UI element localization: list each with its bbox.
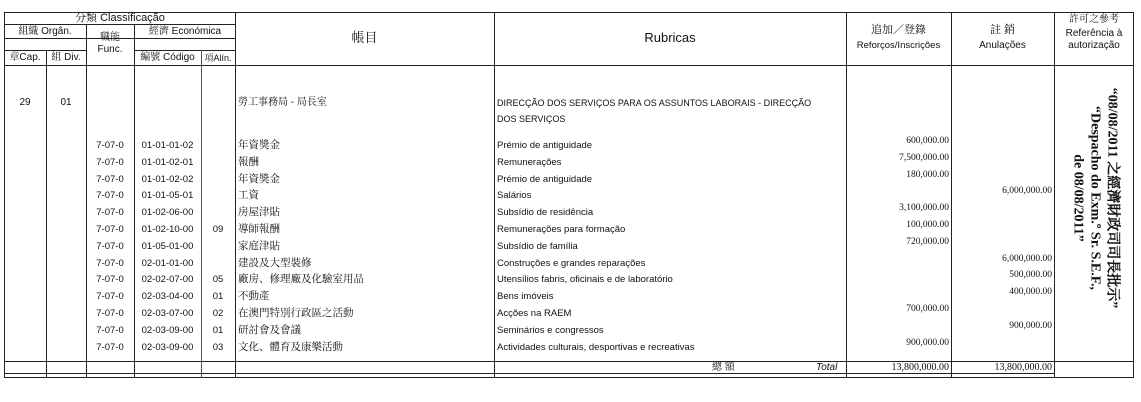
header-rubric: Rubricas: [644, 30, 696, 45]
row-rubric-pt: Salários: [497, 190, 532, 202]
row-reforcos: 900,000.00: [906, 337, 949, 348]
header-func-zh: 職能: [100, 32, 120, 43]
row-rubric-zh: 工資: [238, 189, 259, 202]
row-func: 7-07-0: [96, 173, 124, 185]
header-anul: Anulações: [979, 40, 1026, 51]
header-econ: 經濟 Económica: [148, 26, 222, 37]
row-func: 7-07-0: [96, 308, 124, 319]
row-code: 01-01-01-02: [141, 140, 194, 151]
row-code: 02-03-07-00: [141, 308, 194, 319]
row-anulacoes: 500,000.00: [1009, 270, 1052, 281]
header-div: 組 Div.: [51, 52, 81, 63]
row-rubric-pt: Acções na RAEM: [497, 308, 572, 319]
rule-econ-split: [134, 50, 236, 51]
row-func: 7-07-0: [96, 257, 124, 269]
row-alin: 03: [212, 341, 224, 353]
row-rubric-zh: 不動產: [238, 290, 270, 303]
row-code: 01-01-05-01: [141, 190, 194, 202]
total-anulacoes: 13,800,000.00: [994, 362, 1052, 373]
row-code: 02-03-04-00: [141, 291, 194, 303]
header-classification: 分類 Classificação: [75, 12, 165, 24]
row-func: 7-07-0: [96, 207, 124, 219]
row-reforcos: 7,500,000.00: [899, 152, 949, 163]
row-reforcos: 600,000.00: [906, 136, 949, 146]
header-ref-2: autorização: [1068, 40, 1120, 51]
row-rubric-pt: Actividades culturais, desportivas e recreativas: [497, 341, 695, 353]
row-rubric-zh: 廠房、修理廠及化驗室用品: [238, 273, 364, 286]
authorization-line-pt-2: de 08/08/2011”: [1070, 153, 1086, 242]
row-reforcos: 180,000.00: [906, 169, 949, 180]
row-func: 7-07-0: [96, 156, 124, 168]
row-alin: 02: [212, 308, 224, 319]
row-rubric-pt: Prémio de antiguidade: [497, 140, 593, 151]
row-rubric-pt: Bens imóveis: [497, 291, 554, 303]
row-anulacoes: 900,000.00: [1009, 320, 1052, 331]
row-rubric-pt: Seminários e congressos: [497, 324, 604, 336]
row-reforcos: 720,000.00: [906, 236, 949, 247]
row-rubric-zh: 年資獎金: [238, 139, 280, 151]
header-reforco-zh: 追加／登錄: [871, 24, 926, 36]
row-reforcos: 700,000.00: [906, 304, 949, 314]
col-reforcos: [846, 12, 847, 378]
row-rubric-zh: 房屋津貼: [238, 206, 280, 219]
row-func: 7-07-0: [96, 324, 124, 336]
total-label-zh: 總 額: [712, 362, 735, 373]
row-rubric-zh: 研討會及會議: [238, 323, 301, 336]
row-reforcos: 3,100,000.00: [899, 203, 949, 214]
row-code: 01-05-01-00: [141, 240, 194, 252]
row-func: 7-07-0: [96, 240, 124, 252]
row-rubric-pt: Subsídio de família: [497, 240, 578, 252]
row-code: 01-01-02-02: [141, 173, 194, 185]
row-alin: 09: [212, 224, 224, 235]
header-code: 編號 Código: [140, 52, 195, 63]
row-func: 7-07-0: [96, 224, 124, 235]
col-anulacoes: [951, 12, 952, 378]
row-rubric-pt: Remunerações para formação: [497, 224, 626, 235]
row-func: 7-07-0: [96, 274, 124, 286]
authorization-line-pt-1: “Despacho do Exm.º Sr. S.E.F.,: [1087, 105, 1103, 290]
header-cap: 章Cap.: [9, 52, 41, 63]
authorization-line-zh: “08/08/2011 之經濟財政司司長批示”: [1104, 87, 1120, 308]
row-code: 02-03-09-00: [141, 324, 194, 336]
section-name-pt-2: DOS SERVIÇOS: [497, 114, 566, 124]
header-func: Func.: [97, 44, 123, 55]
total-reforcos: 13,800,000.00: [891, 362, 949, 373]
row-alin: 01: [212, 291, 224, 303]
row-rubric-zh: 在澳門特別行政區之活動: [238, 307, 354, 319]
row-code: 01-01-02-01: [141, 156, 194, 168]
section-name-zh: 勞工事務局 - 局長室: [238, 97, 327, 108]
header-ref-1: Referência à: [1065, 28, 1123, 39]
header-alin: 項Alín.: [204, 53, 232, 63]
col-rubric-zh: [235, 12, 236, 378]
row-rubric-zh: 導師報酬: [238, 223, 280, 235]
row-anulacoes: 400,000.00: [1009, 287, 1052, 298]
row-code: 02-01-01-00: [141, 257, 194, 269]
col-rubric-pt: [494, 12, 495, 378]
header-rubric-zh: 帳目: [351, 30, 378, 45]
row-func: 7-07-0: [96, 190, 124, 202]
row-rubric-pt: Subsídio de residência: [497, 207, 594, 219]
row-func: 7-07-0: [96, 341, 124, 353]
row-alin: 01: [212, 324, 224, 336]
header-ref-zh: 許可之參考: [1069, 14, 1119, 25]
row-rubric-zh: 家庭津貼: [238, 239, 280, 252]
section-name-pt-1: DIRECÇÃO DOS SERVIÇOS PARA OS ASSUNTOS LABORAIS - DIRECÇÃO: [497, 98, 812, 108]
row-alin: 05: [212, 274, 224, 286]
row-anulacoes: 6,000,000.00: [1002, 186, 1052, 197]
row-rubric-zh: 建設及大型裝修: [238, 256, 312, 269]
budget-table: [4, 12, 1134, 378]
header-org: 組織 Orgân.: [18, 26, 72, 37]
total-label: Total: [816, 362, 838, 373]
row-code: 01-02-10-00: [141, 224, 194, 235]
row-code: 02-03-09-00: [141, 341, 194, 353]
row-anulacoes: 6,000,000.00: [1002, 253, 1052, 264]
row-reforcos: 100,000.00: [906, 220, 949, 230]
row-rubric-zh: 文化、體育及康樂活動: [238, 340, 343, 353]
rule-header-bottom: [4, 65, 1134, 66]
section-cap: 29: [19, 97, 31, 108]
row-rubric-zh: 年資獎金: [238, 172, 280, 185]
row-rubric-pt: Utensílios fabris, oficinais e de laboratório: [497, 274, 673, 286]
row-rubric-pt: Remunerações: [497, 156, 562, 168]
row-func: 7-07-0: [96, 291, 124, 303]
header-anul-zh: 註 銷: [989, 24, 1016, 36]
row-rubric-pt: Prémio de antiguidade: [497, 173, 593, 185]
header-reforco: Reforços/Inscrições: [856, 40, 941, 51]
row-code: 02-02-07-00: [141, 274, 194, 286]
row-func: 7-07-0: [96, 140, 124, 151]
rule-classification: [4, 24, 236, 25]
authorization-reference: [1056, 70, 1134, 325]
row-rubric-zh: 報酬: [238, 155, 259, 168]
col-referencia: [1054, 12, 1055, 378]
section-div: 01: [60, 97, 72, 108]
row-rubric-pt: Construções e grandes reparações: [497, 257, 646, 269]
row-code: 01-02-06-00: [141, 207, 194, 219]
